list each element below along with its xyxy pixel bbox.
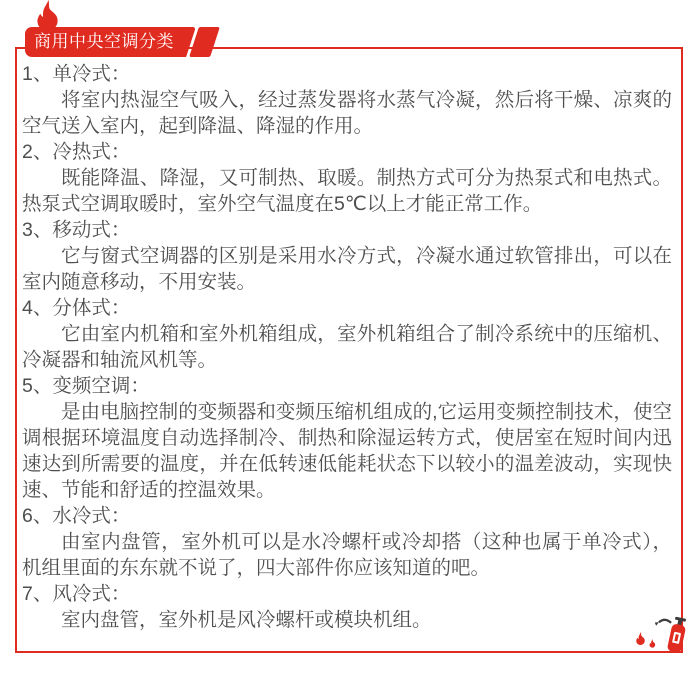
section-body: 室内盘管，室外机是风冷螺杆或模块机组。 xyxy=(61,609,432,631)
section-heading: 4、分体式： xyxy=(22,297,131,319)
content xyxy=(22,61,672,633)
section-body: 它与窗式空调器的区别是采用水冷方式，冷凝水通过软管排出，可以在室内随意移动，不用安装。 xyxy=(22,245,672,293)
fire-extinguisher-icon xyxy=(630,612,688,654)
badge-label: 商用中央空调分类 xyxy=(34,32,174,51)
section-heading: 3、移动式： xyxy=(22,219,131,241)
section-heading: 1、单冷式： xyxy=(22,63,131,85)
section-heading: 7、风冷式： xyxy=(22,583,131,605)
section-body: 由室内盘管，室外机可以是水冷螺杆或冷却搭（这种也属于单冷式），机组里面的东东就不说了，四大部件你应该知道的吧。 xyxy=(22,531,672,579)
section-body: 它由室内机箱和室外机箱组成，室外机箱组合了制冷系统中的压缩机、冷凝器和轴流风机等。 xyxy=(22,323,672,371)
header-badge xyxy=(25,27,183,57)
section-body: 是由电脑控制的变频器和变频压缩机组成的,它运用变频控制技术，使空调根据环境温度自动选择制冷、制热和除湿运转方式，使居室在短时间内迅速达到所需要的温度，并在低转速低能耗状态下以较小的温差波动，实现快速、节能和舒适的控温效果。 xyxy=(22,401,672,501)
section-heading: 2、冷热式： xyxy=(22,141,131,163)
section-heading: 6、水冷式： xyxy=(22,505,131,527)
section-body: 将室内热湿空气吸入，经过蒸发器将水蒸气冷凝，然后将干燥、凉爽的空气送入室内，起到降温、降湿的作用。 xyxy=(22,89,672,137)
section-body: 既能降温、降湿，又可制热、取暖。制热方式可分为热泵式和电热式。热泵式空调取暖时，室外空气温度在5℃以上才能正常工作。 xyxy=(22,167,672,215)
section-heading: 5、变频空调： xyxy=(22,375,150,397)
